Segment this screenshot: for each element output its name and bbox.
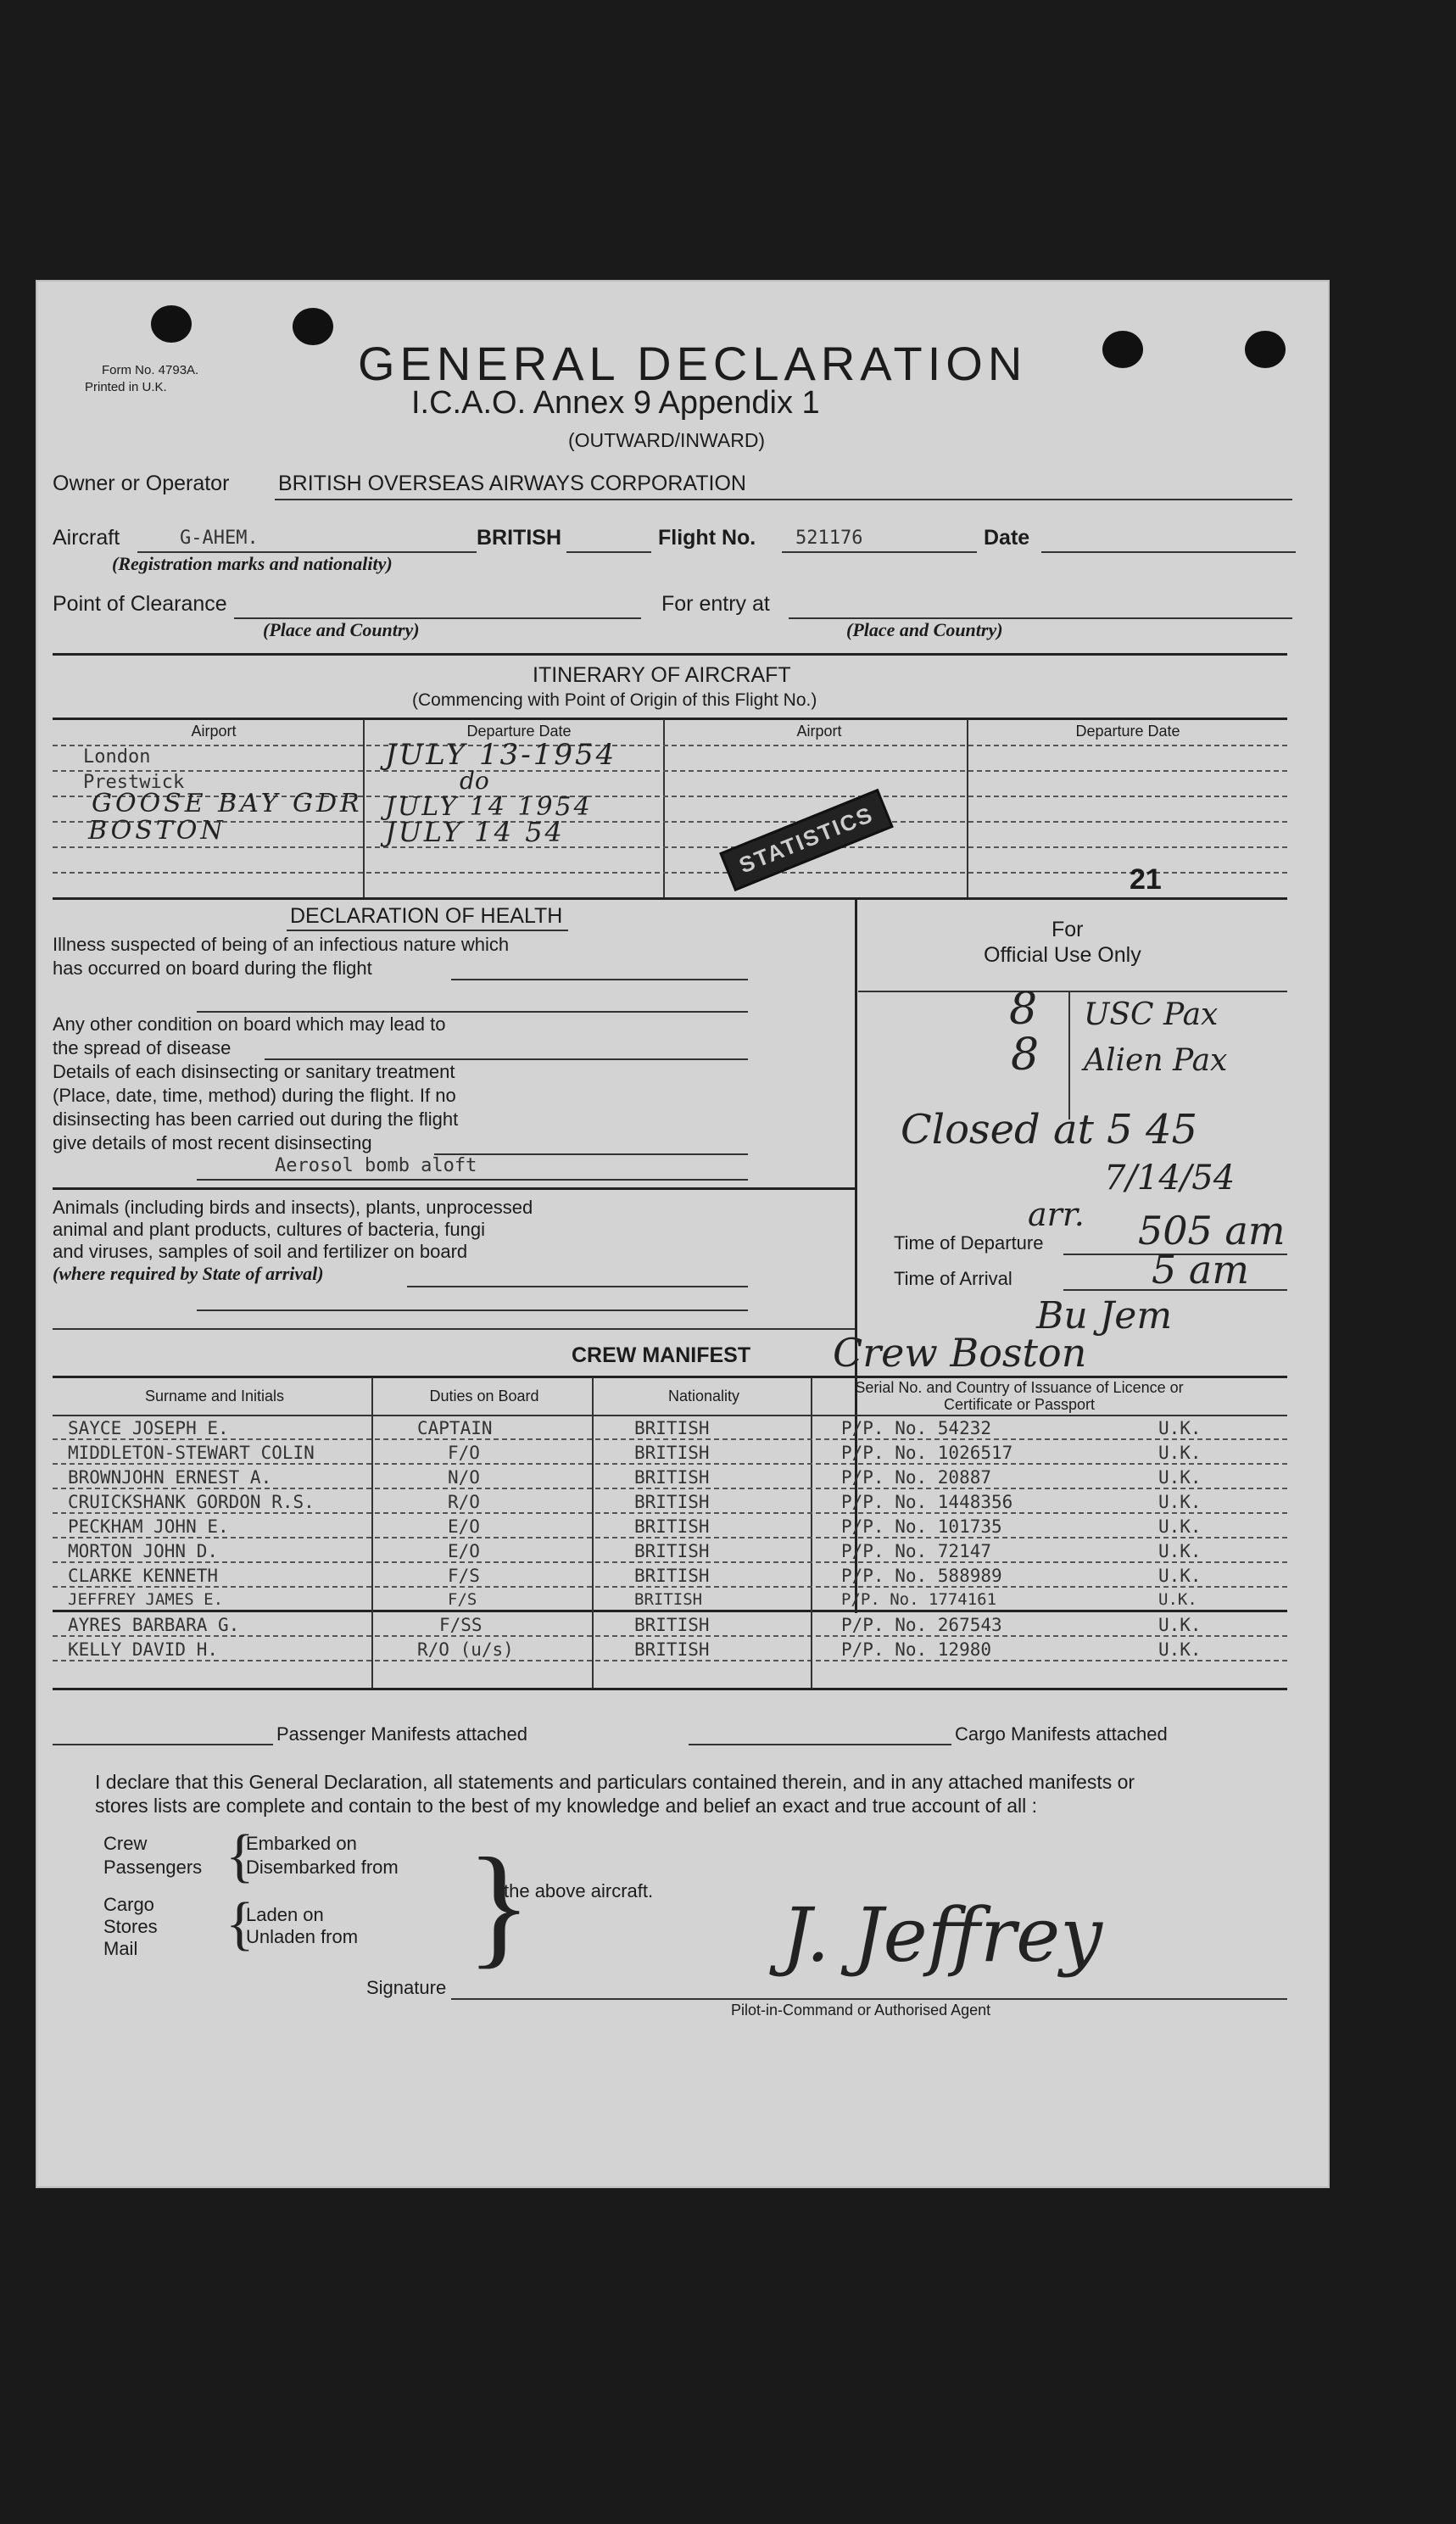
crew-nationality: BRITISH	[634, 1566, 710, 1586]
itin-airport: GOOSE BAY GDR	[92, 789, 363, 818]
above-aircraft: the above aircraft.	[504, 1880, 654, 1901]
passenger-manifest-label: Passenger Manifests attached	[276, 1723, 527, 1745]
aircraft-nationality: BRITISH	[477, 526, 561, 550]
crew-col-ext	[371, 1608, 373, 1688]
brace: }	[466, 1829, 532, 1980]
cargo-manifest-line	[689, 1744, 951, 1745]
departure-label: Time of Departure	[894, 1232, 1044, 1254]
crew-header-duty: Duties on Board	[429, 1388, 539, 1404]
crew-name: PECKHAM JOHN E.	[68, 1516, 229, 1537]
arrival-note: arr.	[1028, 1196, 1085, 1233]
aircraft-label: Aircraft	[53, 526, 120, 550]
crew-table-end	[53, 1688, 1287, 1690]
group2-left: Cargo	[103, 1894, 154, 1915]
health-q1: has occurred on board during the flight	[53, 958, 372, 979]
alien-pax-label: Alien Pax	[1084, 1043, 1228, 1078]
itin-header-airport-2: Airport	[796, 723, 842, 740]
itinerary-title: ITINERARY OF AIRCRAFT	[533, 663, 791, 687]
itin-header-date: Departure Date	[466, 723, 572, 740]
form-number: Form No. 4793A.	[102, 363, 199, 377]
pilot-label: Pilot-in-Command or Authorised Agent	[731, 2002, 991, 2019]
crew-duty: F/S	[448, 1566, 480, 1586]
itin-airport: BOSTON	[88, 816, 226, 846]
form-subtitle: I.C.A.O. Annex 9 Appendix 1	[411, 385, 820, 421]
entry-note: (Place and Country)	[846, 619, 1003, 640]
direction: (OUTWARD/INWARD)	[568, 429, 766, 451]
crew-country: U.K.	[1158, 1443, 1202, 1463]
health-q3: disinsecting has been carried out during the flight	[53, 1108, 459, 1130]
crew-serial: P/P. No. 101735	[841, 1516, 1002, 1537]
itin-date: JULY 13-1954	[385, 738, 617, 772]
official-separator	[858, 991, 1287, 992]
itin-header-date-2: Departure Date	[1075, 723, 1180, 740]
crew-country: U.K.	[1158, 1541, 1202, 1561]
crew-col	[811, 1377, 812, 1608]
clearance-note: (Place and Country)	[263, 619, 420, 640]
crew-name: MORTON JOHN D.	[68, 1541, 219, 1561]
group1-mid: Disembarked from	[246, 1857, 399, 1878]
crew-nationality: BRITISH	[634, 1443, 710, 1463]
crew-handwritten: Crew Boston	[833, 1330, 1087, 1376]
departure-value: 505 am	[1138, 1208, 1286, 1254]
health-q4: and viruses, samples of soil and fertilizer on board	[53, 1241, 468, 1262]
crew-duty: F/O	[448, 1443, 480, 1463]
crew-serial: P/P. No. 20887	[841, 1467, 992, 1488]
itin-date: JULY 14 54	[385, 816, 565, 848]
health-q4: Animals (including birds and insects), plants, unprocessed	[53, 1197, 533, 1218]
group2-mid: Laden on	[246, 1904, 324, 1925]
crew-col-ext	[592, 1608, 594, 1688]
arrival-label: Time of Arrival	[894, 1268, 1013, 1289]
crew-duty: R/O	[448, 1492, 480, 1512]
crew-row-line	[53, 1660, 1287, 1661]
crew-row-line	[53, 1635, 1287, 1637]
group1-left: Crew	[103, 1833, 148, 1854]
crew-serial: P/P. No. 72147	[841, 1541, 992, 1561]
group2-mid: Unladen from	[246, 1926, 359, 1947]
declaration-text: stores lists are complete and contain to the best of my knowledge and belief an exact and true account of all :	[95, 1795, 1038, 1817]
health-q4: (where required by State of arrival)	[53, 1263, 324, 1284]
crew-duty: E/O	[448, 1516, 480, 1537]
crew-country: U.K.	[1158, 1615, 1202, 1635]
crew-serial: P/P. No. 1774161	[841, 1590, 997, 1609]
punch-hole	[1245, 331, 1286, 368]
crew-country: U.K.	[1158, 1566, 1202, 1586]
health-q3: (Place, date, time, method) during the flight. If no	[53, 1085, 456, 1106]
official-title: For	[1052, 918, 1084, 941]
crew-country: U.K.	[1158, 1467, 1202, 1488]
crew-nationality: BRITISH	[634, 1492, 710, 1512]
crew-header-nationality: Nationality	[667, 1388, 740, 1404]
crew-duty: R/O (u/s)	[417, 1639, 514, 1660]
signature: J. Jeffrey	[782, 1891, 1102, 1979]
signature-line	[451, 1998, 1287, 2000]
crew-nationality: BRITISH	[634, 1467, 710, 1488]
itin-airport: London	[83, 746, 151, 768]
crew-serial: P/P. No. 1448356	[841, 1492, 1013, 1512]
flight-underline	[782, 551, 977, 553]
crew-country: U.K.	[1158, 1639, 1202, 1660]
crew-serial: P/P. No. 267543	[841, 1615, 1002, 1635]
crew-serial: P/P. No. 588989	[841, 1566, 1002, 1586]
crew-row-line	[53, 1488, 1287, 1489]
owner-label: Owner or Operator	[53, 472, 230, 495]
official-col	[1068, 992, 1070, 1120]
group1-mid: Embarked on	[246, 1833, 357, 1854]
crew-row-line	[53, 1537, 1287, 1538]
crew-row-line	[53, 1512, 1287, 1514]
crew-duty: E/O	[448, 1541, 480, 1561]
itinerary-top	[53, 718, 1287, 720]
alien-pax-count: 8	[1011, 1030, 1040, 1081]
brace: {	[226, 1823, 254, 1889]
health-title-underline	[287, 930, 568, 931]
crew-country: U.K.	[1158, 1590, 1197, 1609]
health-bottom	[53, 1328, 855, 1330]
nationality-underline	[566, 551, 651, 553]
crew-duty: N/O	[448, 1467, 480, 1488]
health-title: DECLARATION OF HEALTH	[290, 904, 563, 928]
crew-nationality: BRITISH	[634, 1418, 710, 1438]
statistics-stamp: STATISTICS	[719, 789, 893, 891]
official-initials: Bu Jem	[1036, 1294, 1173, 1337]
separator	[53, 653, 1287, 656]
arrival-value: 5 am	[1152, 1247, 1249, 1293]
crew-nationality: BRITISH	[634, 1541, 710, 1561]
health-q4: animal and plant products, cultures of bacteria, fungi	[53, 1219, 485, 1240]
crew-name: CRUICKSHANK GORDON R.S.	[68, 1492, 315, 1512]
brace: {	[226, 1891, 254, 1957]
health-q3: give details of most recent disinsecting	[53, 1132, 372, 1153]
health-q3-line	[434, 1153, 748, 1155]
usc-pax-count: 8	[1009, 984, 1038, 1035]
crew-name: JEFFREY JAMES E.	[68, 1590, 224, 1609]
crew-name: BROWNJOHN ERNEST A.	[68, 1467, 272, 1488]
printed-in: Printed in U.K.	[85, 380, 167, 394]
declaration-text: I declare that this General Declaration, all statements and particulars contained therein, and in any attached manifests or	[95, 1771, 1135, 1793]
closed-at: Closed at 5 45	[901, 1106, 1198, 1153]
group1-left: Passengers	[103, 1857, 203, 1878]
crew-duty: F/SS	[439, 1615, 483, 1635]
group2-left: Stores	[103, 1916, 158, 1937]
form-title: GENERAL DECLARATION	[358, 337, 1028, 390]
crew-top	[53, 1376, 1287, 1378]
crew-duty: CAPTAIN	[417, 1418, 493, 1438]
signature-label: Signature	[366, 1977, 447, 1998]
crew-header-bottom	[53, 1415, 1287, 1416]
crew-country: U.K.	[1158, 1418, 1202, 1438]
owner-underline	[275, 499, 1292, 500]
passenger-manifest-line	[53, 1744, 273, 1745]
crew-nationality: BRITISH	[634, 1590, 703, 1609]
crew-col	[371, 1377, 373, 1608]
health-q3-line	[197, 1179, 748, 1181]
crew-col	[592, 1377, 594, 1608]
closed-date: 7/14/54	[1104, 1159, 1236, 1198]
crew-title: CREW MANIFEST	[572, 1343, 751, 1367]
itinerary-subtitle: (Commencing with Point of Origin of this Flight No.)	[412, 690, 817, 710]
clearance-label: Point of Clearance	[53, 592, 227, 616]
usc-pax-label: USC Pax	[1084, 997, 1219, 1032]
declaration-form	[36, 280, 1330, 2188]
health-q1-line	[451, 979, 748, 980]
health-separator	[53, 1187, 855, 1190]
date-underline	[1041, 551, 1296, 553]
itin-airport: Prestwick	[83, 772, 185, 793]
health-q3: Details of each disinsecting or sanitary treatment	[53, 1061, 455, 1082]
crew-serial: P/P. No. 12980	[841, 1639, 992, 1660]
group2-left: Mail	[103, 1938, 138, 1959]
crew-serial: P/P. No. 1026517	[841, 1443, 1013, 1463]
flight-number: 521176	[795, 528, 863, 549]
itin-header-airport: Airport	[191, 723, 237, 740]
itinerary-number: 21	[1130, 863, 1162, 896]
crew-name: KELLY DAVID H.	[68, 1639, 219, 1660]
itinerary-bottom	[53, 897, 1287, 900]
health-q4-line	[197, 1309, 748, 1311]
registration-note: (Registration marks and nationality)	[112, 553, 393, 574]
health-q1: Illness suspected of being of an infectious nature which	[53, 934, 510, 955]
health-q2: Any other condition on board which may lead to	[53, 1014, 446, 1035]
crew-bottom	[53, 1610, 1287, 1612]
itin-date: do	[460, 767, 489, 795]
crew-nationality: BRITISH	[634, 1615, 710, 1635]
itin-row-line	[53, 770, 1287, 772]
crew-country: U.K.	[1158, 1516, 1202, 1537]
itin-row-line	[53, 745, 1287, 746]
itin-date: JULY 14 1954	[385, 792, 593, 822]
owner-value: BRITISH OVERSEAS AIRWAYS CORPORATION	[278, 472, 746, 495]
cargo-manifest-label: Cargo Manifests attached	[955, 1723, 1168, 1745]
aircraft-reg: G-AHEM.	[180, 528, 259, 549]
crew-name: CLARKE KENNETH	[68, 1566, 219, 1586]
crew-row-line	[53, 1463, 1287, 1465]
health-q2: the spread of disease	[53, 1037, 232, 1058]
itin-row-line	[53, 872, 1287, 874]
crew-row-line	[53, 1561, 1287, 1563]
health-q3-answer: Aerosol bomb aloft	[275, 1155, 477, 1176]
entry-label: For entry at	[661, 592, 770, 616]
punch-hole	[151, 305, 192, 343]
crew-name: AYRES BARBARA G.	[68, 1615, 240, 1635]
crew-header-serial: Serial No. and Country of Issuance of Licence or Certificate or Passport	[855, 1379, 1184, 1413]
crew-row-line	[53, 1586, 1287, 1588]
punch-hole	[1102, 331, 1143, 368]
flight-label: Flight No.	[658, 526, 756, 550]
crew-name: SAYCE JOSEPH E.	[68, 1418, 229, 1438]
punch-hole	[293, 308, 333, 345]
crew-row-line	[53, 1438, 1287, 1440]
crew-serial: P/P. No. 54232	[841, 1418, 992, 1438]
crew-country: U.K.	[1158, 1492, 1202, 1512]
date-label: Date	[984, 526, 1030, 550]
crew-nationality: BRITISH	[634, 1516, 710, 1537]
itin-row-line	[53, 821, 1287, 823]
official-title: Official Use Only	[984, 943, 1141, 967]
crew-header-name: Surname and Initials	[144, 1388, 285, 1404]
crew-col-ext	[811, 1608, 812, 1688]
health-q4-line	[407, 1286, 748, 1287]
crew-nationality: BRITISH	[634, 1639, 710, 1660]
itin-row-line	[53, 846, 1287, 848]
crew-name: MIDDLETON-STEWART COLIN	[68, 1443, 315, 1463]
crew-duty: F/S	[448, 1590, 477, 1609]
